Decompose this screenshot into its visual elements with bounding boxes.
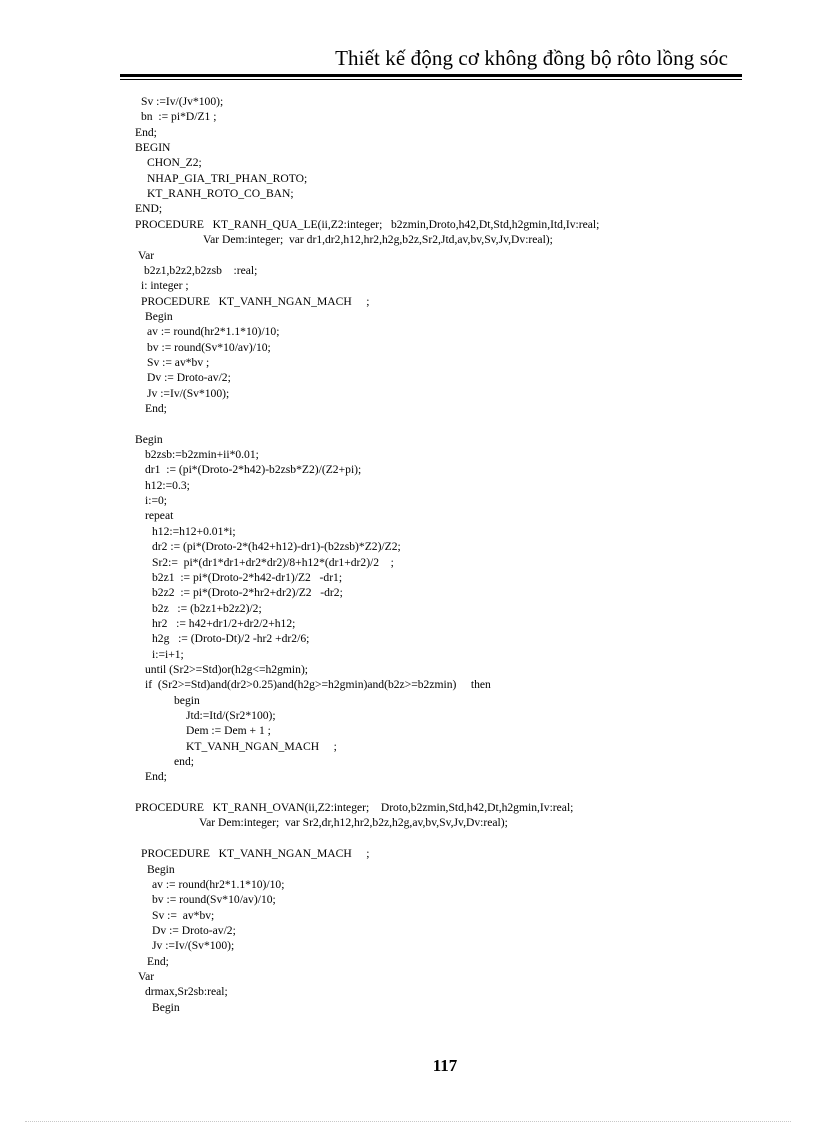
header-rule-thick bbox=[120, 74, 742, 77]
code-line: Begin bbox=[147, 862, 175, 876]
code-line: h2g := (Droto-Dt)/2 -hr2 +dr2/6; bbox=[152, 632, 310, 646]
code-line: h12:=0.3; bbox=[145, 478, 190, 492]
code-line: i:=i+1; bbox=[152, 647, 184, 661]
page-edge-dotted-line bbox=[25, 1121, 791, 1122]
code-line: bn := pi*D/Z1 ; bbox=[141, 110, 217, 124]
code-line: drmax,Sr2sb:real; bbox=[145, 985, 228, 999]
code-line: end; bbox=[174, 755, 194, 769]
code-line: Jv :=Iv/(Sv*100); bbox=[147, 386, 230, 400]
code-line: bv := round(Sv*10/av)/10; bbox=[152, 893, 276, 907]
code-line: Sr2:= pi*(dr1*dr1+dr2*dr2)/8+h12*(dr1+dr2)/2 ; bbox=[152, 555, 394, 569]
code-line: CHON_Z2; bbox=[147, 156, 202, 170]
code-line: Sv :=Iv/(Jv*100); bbox=[141, 95, 224, 108]
code-line: b2z := (b2z1+b2z2)/2; bbox=[152, 601, 262, 615]
code-line: Begin bbox=[152, 1000, 180, 1014]
code-line: av := round(hr2*1.1*10)/10; bbox=[152, 877, 285, 891]
code-line: Var bbox=[138, 969, 155, 983]
code-line: h12:=h12+0.01*i; bbox=[152, 524, 236, 538]
code-line: Jtd:=Itd/(Sr2*100); bbox=[186, 709, 276, 722]
code-line: b2z1 := pi*(Droto-2*h42-dr1)/Z2 -dr1; bbox=[152, 570, 343, 584]
code-line: begin bbox=[174, 693, 200, 707]
header-rule-thin bbox=[120, 79, 742, 80]
code-line: End; bbox=[145, 770, 167, 784]
code-line: Dem := Dem + 1 ; bbox=[186, 724, 271, 738]
code-line: Begin bbox=[135, 432, 163, 446]
code-line: dr2 := (pi*(Droto-2*(h42+h12)-dr1)-(b2zsb)*Z2)/Z2; bbox=[152, 540, 401, 554]
code-line: until (Sr2>=Std)or(h2g<=h2gmin); bbox=[145, 662, 309, 676]
code-line: KT_RANH_ROTO_CO_BAN; bbox=[147, 187, 294, 201]
code-line: av := round(hr2*1.1*10)/10; bbox=[147, 325, 280, 339]
code-line: PROCEDURE KT_VANH_NGAN_MACH ; bbox=[141, 294, 370, 308]
code-line: Var Dem:integer; var dr1,dr2,h12,hr2,h2g,b2z,Sr2,Jtd,av,bv,Sv,Jv,Dv:real); bbox=[203, 233, 553, 247]
code-line: i: integer ; bbox=[141, 279, 189, 293]
code-line: dr1 := (pi*(Droto-2*h42)-b2zsb*Z2)/(Z2+pi); bbox=[145, 463, 362, 477]
page-header-title: Thiết kế động cơ không đồng bộ rôto lồng sóc bbox=[335, 46, 728, 70]
code-line: Dv := Droto-av/2; bbox=[147, 371, 231, 385]
code-line: End; bbox=[145, 402, 167, 415]
code-line: hr2 := h42+dr1/2+dr2/2+h12; bbox=[152, 616, 296, 630]
code-line: b2zsb:=b2zmin+ii*0.01; bbox=[145, 448, 259, 462]
code-line: End; bbox=[147, 954, 169, 968]
code-line: NHAP_GIA_TRI_PHAN_ROTO; bbox=[147, 171, 308, 185]
code-line: if (Sr2>=Std)and(dr2>0.25)and(h2g>=h2gmin)and(b2z>=b2zmin) then bbox=[145, 678, 491, 692]
code-line: Sv := av*bv; bbox=[152, 908, 215, 922]
code-line: b2z1,b2z2,b2zsb :real; bbox=[144, 263, 258, 277]
code-line: Var bbox=[138, 248, 155, 262]
code-line: KT_VANH_NGAN_MACH ; bbox=[186, 739, 337, 753]
code-line: PROCEDURE KT_RANH_OVAN(ii,Z2:integer; Droto,b2zmin,Std,h42,Dt,h2gmin,Iv:real; bbox=[135, 801, 574, 815]
code-line: Dv := Droto-av/2; bbox=[152, 923, 236, 937]
code-line: bv := round(Sv*10/av)/10; bbox=[147, 340, 271, 354]
page-number: 117 bbox=[432, 1056, 458, 1075]
code-line: BEGIN bbox=[135, 141, 171, 155]
code-line: Sv := av*bv ; bbox=[147, 355, 210, 369]
code-line: b2z2 := pi*(Droto-2*hr2+dr2)/Z2 -dr2; bbox=[152, 586, 343, 600]
code-line: repeat bbox=[145, 509, 174, 523]
code-line: Begin bbox=[145, 309, 173, 323]
code-line: i:=0; bbox=[145, 494, 167, 508]
code-line: PROCEDURE KT_VANH_NGAN_MACH ; bbox=[141, 847, 370, 861]
code-line: Jv :=Iv/(Sv*100); bbox=[152, 939, 235, 953]
code-line: PROCEDURE KT_RANH_QUA_LE(ii,Z2:integer; b2zmin,Droto,h42,Dt,Std,h2gmin,Itd,Iv:real; bbox=[135, 217, 600, 231]
code-line: END; bbox=[135, 202, 163, 216]
code-line: Var Dem:integer; var Sr2,dr,h12,hr2,b2z,h2g,av,bv,Sv,Jv,Dv:real); bbox=[199, 816, 508, 830]
code-line: End; bbox=[135, 125, 157, 139]
